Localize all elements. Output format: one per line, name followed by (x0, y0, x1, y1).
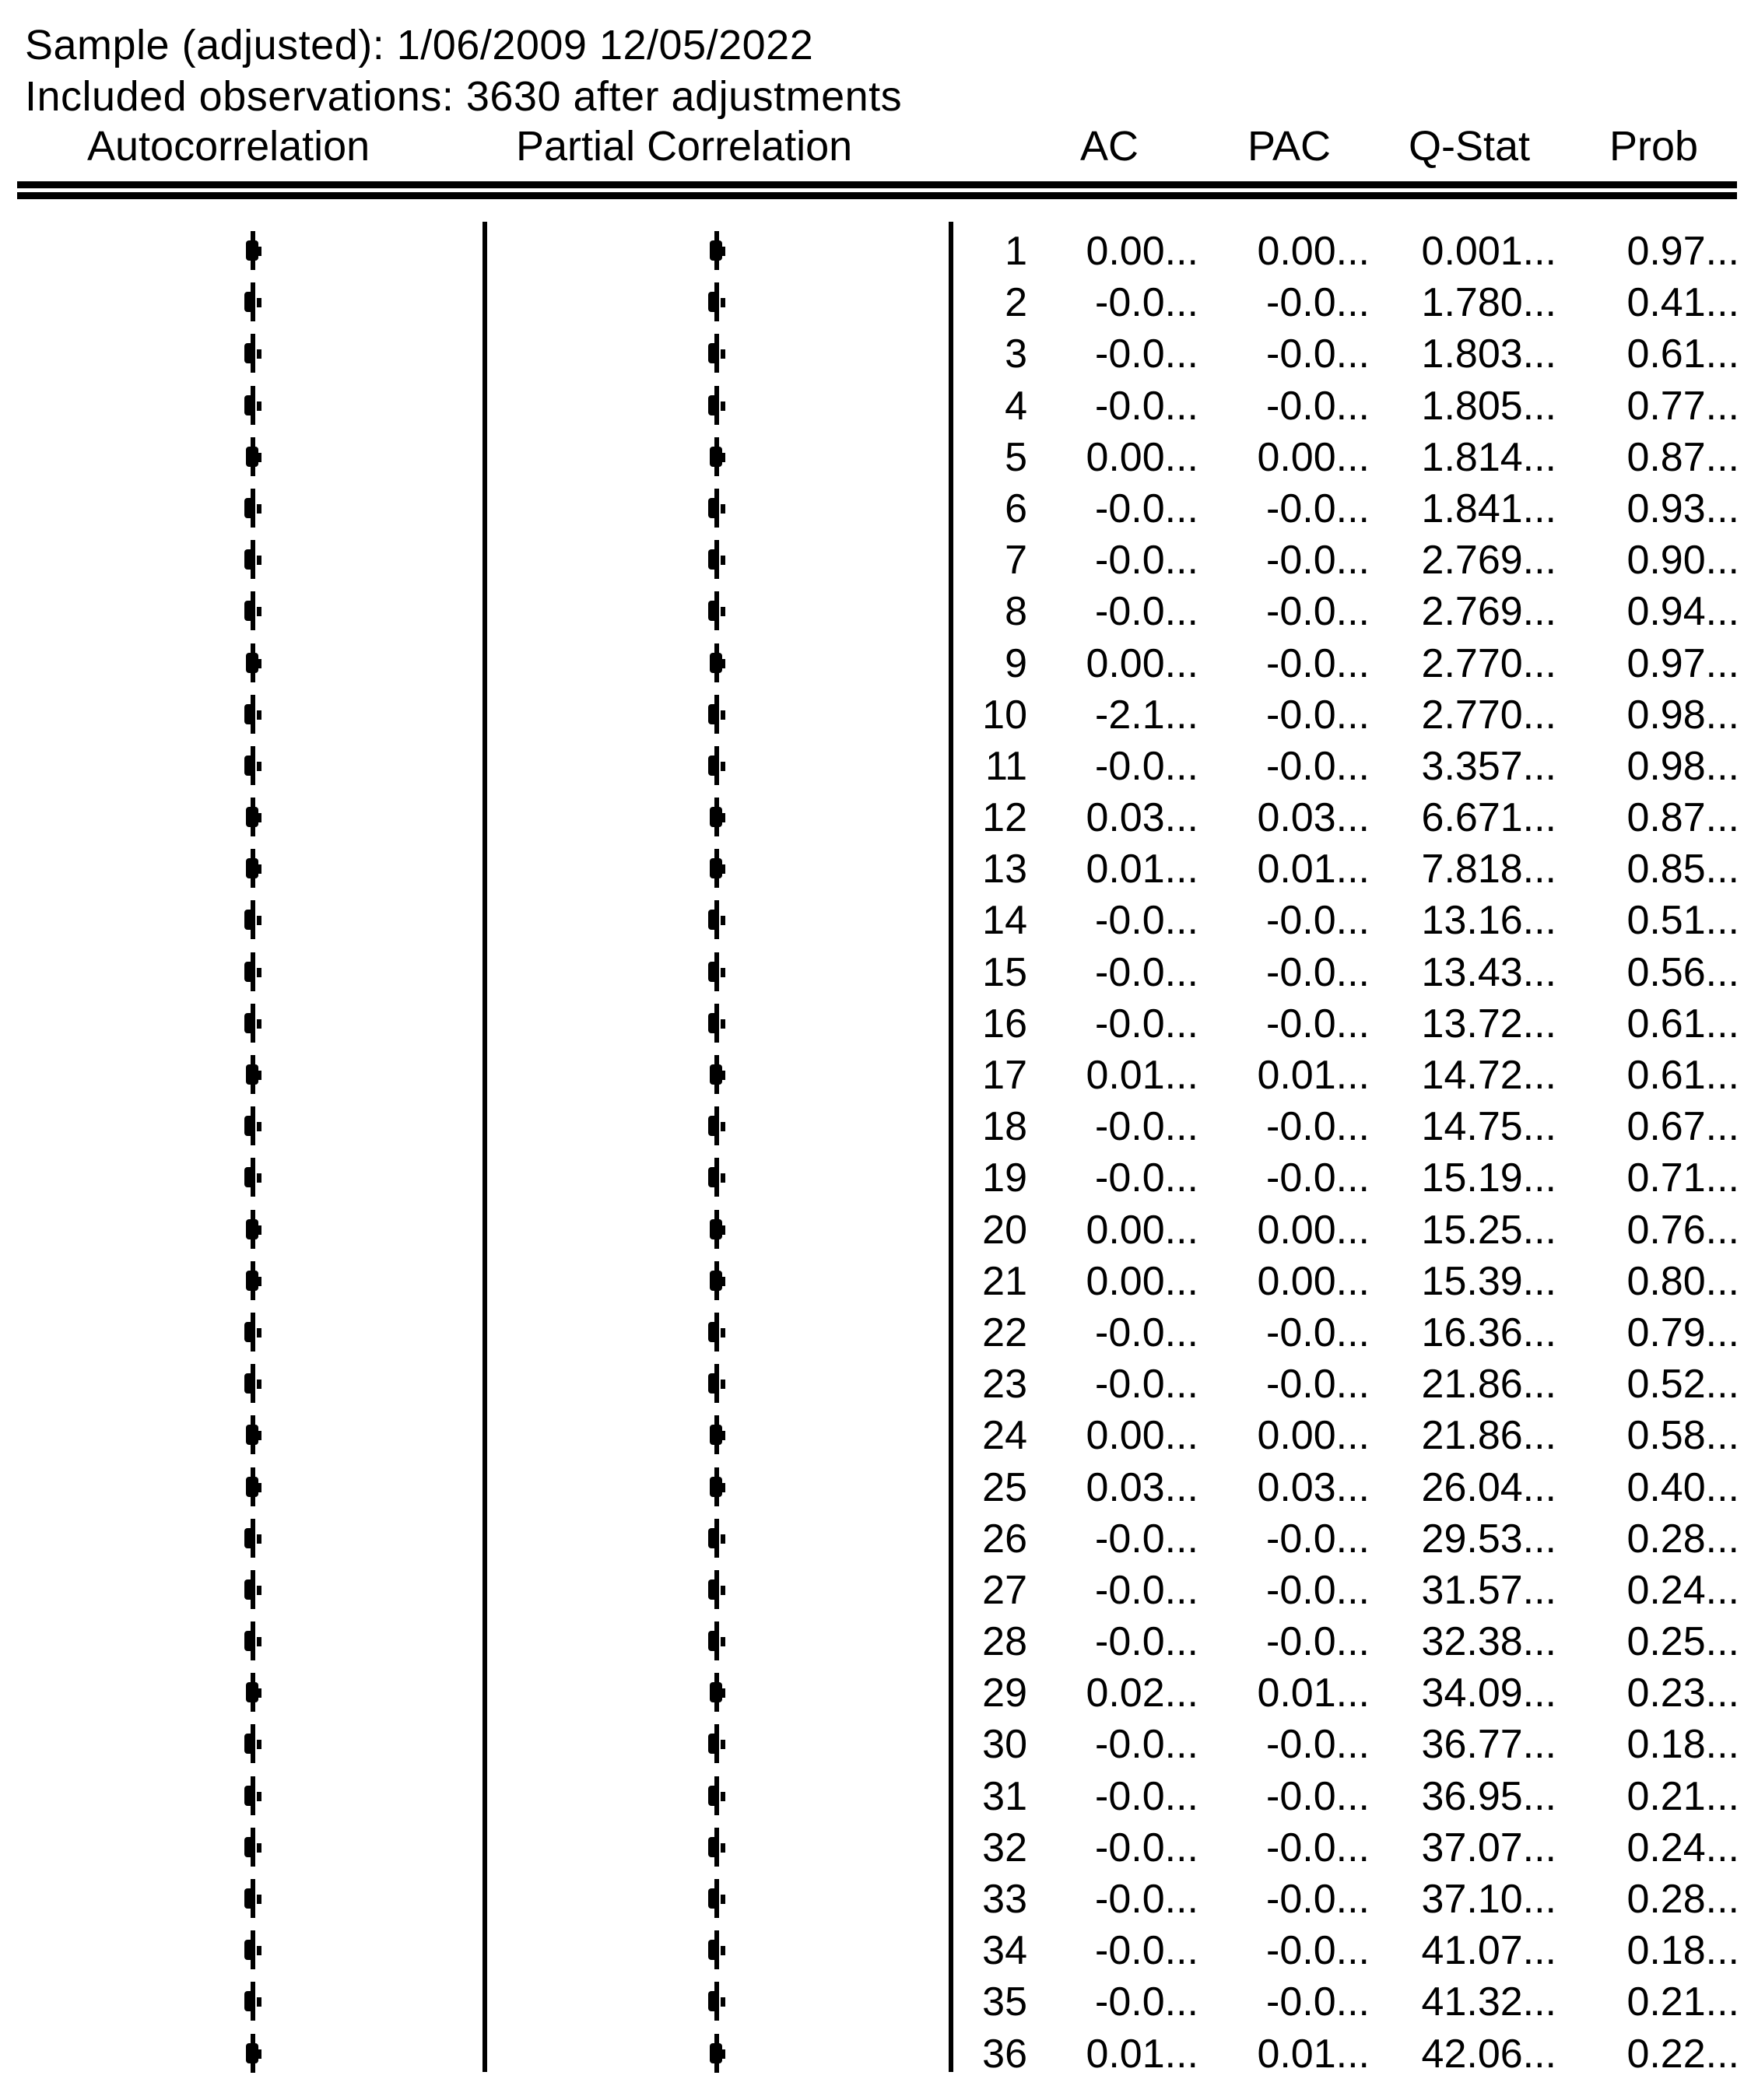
pac-cell: -0.0... (1266, 692, 1370, 738)
prob-cell: 0.61... (1626, 331, 1739, 377)
partial-correlation-bar-icon (707, 386, 725, 425)
column-header-prob: Prob (1609, 123, 1699, 170)
qstat-cell: 2.770... (1421, 640, 1556, 686)
table-row (0, 2028, 1751, 2079)
autocorrelation-bar-icon (243, 1930, 261, 1969)
qstat-cell: 37.07... (1421, 1825, 1556, 1870)
header-rule-top (17, 181, 1737, 188)
autocorrelation-bar-icon (243, 1879, 261, 1918)
qstat-cell: 13.43... (1421, 949, 1556, 995)
partial-correlation-bar-icon (707, 1828, 725, 1867)
table-row (0, 1100, 1751, 1152)
prob-cell: 0.21... (1626, 1979, 1739, 2025)
table-row (0, 1976, 1751, 2027)
pac-cell: -0.0... (1266, 640, 1370, 686)
lag-cell: 1 (1005, 229, 1027, 274)
partial-correlation-bar-icon (707, 282, 725, 321)
autocorrelation-bar-icon (243, 231, 261, 270)
table-row (0, 894, 1751, 945)
table-row (0, 1513, 1751, 1564)
autocorrelation-bar-icon (243, 900, 261, 939)
partial-correlation-bar-icon (707, 437, 725, 476)
partial-correlation-bar-icon (707, 1004, 725, 1043)
table-row (0, 431, 1751, 482)
partial-correlation-bar-icon (707, 1261, 725, 1300)
partial-correlation-bar-icon (707, 1673, 725, 1712)
ac-cell: 0.00... (1086, 640, 1198, 686)
prob-cell: 0.97... (1626, 640, 1739, 686)
header-rule-bottom (17, 192, 1737, 199)
ac-cell: -0.0... (1095, 280, 1198, 326)
prob-cell: 0.21... (1626, 1773, 1739, 1819)
qstat-cell: 1.803... (1421, 331, 1556, 377)
table-row (0, 380, 1751, 431)
table-row (0, 1255, 1751, 1306)
table-row (0, 1049, 1751, 1100)
ac-cell: -0.0... (1095, 1877, 1198, 1922)
qstat-cell: 32.38... (1421, 1619, 1556, 1665)
autocorrelation-bar-icon (243, 1519, 261, 1558)
qstat-cell: 0.001... (1421, 229, 1556, 274)
prob-cell: 0.18... (1626, 1928, 1739, 1974)
prob-cell: 0.76... (1626, 1207, 1739, 1253)
qstat-cell: 15.39... (1421, 1258, 1556, 1304)
ac-cell: -0.0... (1095, 1979, 1198, 2025)
pac-cell: 0.00... (1257, 1413, 1370, 1459)
autocorrelation-bar-icon (243, 1828, 261, 1867)
lag-cell: 26 (982, 1516, 1027, 1562)
partial-correlation-bar-icon (707, 591, 725, 630)
ac-cell: 0.03... (1086, 1464, 1198, 1510)
ac-cell: 0.00... (1086, 434, 1198, 480)
autocorrelation-bar-icon (243, 1724, 261, 1763)
prob-cell: 0.22... (1626, 2031, 1739, 2077)
table-row (0, 1152, 1751, 1203)
table-row (0, 740, 1751, 791)
partial-correlation-bar-icon (707, 1776, 725, 1815)
partial-correlation-bar-icon (707, 540, 725, 579)
lag-cell: 4 (1005, 383, 1027, 429)
qstat-cell: 3.357... (1421, 743, 1556, 789)
correlogram-table (0, 225, 1751, 2079)
table-row (0, 1667, 1751, 1718)
autocorrelation-bar-icon (243, 1570, 261, 1609)
qstat-cell: 41.32... (1421, 1979, 1556, 2025)
lag-cell: 36 (982, 2031, 1027, 2077)
pac-cell: -0.0... (1266, 1979, 1370, 2025)
partial-correlation-bar-icon (707, 1570, 725, 1609)
ac-cell: -0.0... (1095, 1155, 1198, 1201)
autocorrelation-bar-icon (243, 952, 261, 991)
pac-cell: -0.0... (1266, 1877, 1370, 1922)
table-row (0, 1770, 1751, 1821)
qstat-cell: 2.770... (1421, 692, 1556, 738)
partial-correlation-bar-icon (707, 1879, 725, 1918)
qstat-cell: 13.72... (1421, 1001, 1556, 1046)
pac-cell: -0.0... (1266, 1722, 1370, 1768)
table-row (0, 637, 1751, 689)
prob-cell: 0.71... (1626, 1155, 1739, 1201)
autocorrelation-bar-icon (243, 1776, 261, 1815)
prob-cell: 0.23... (1626, 1671, 1739, 1716)
autocorrelation-bar-icon (243, 1467, 261, 1506)
pac-cell: -0.0... (1266, 280, 1370, 326)
autocorrelation-bar-icon (243, 1673, 261, 1712)
autocorrelation-bar-icon (243, 849, 261, 888)
autocorrelation-bar-icon (243, 798, 261, 836)
column-header-partial-correlation: Partial Correlation (516, 123, 853, 170)
qstat-cell: 31.57... (1421, 1567, 1556, 1613)
prob-cell: 0.28... (1626, 1516, 1739, 1562)
table-row (0, 997, 1751, 1049)
ac-cell: -2.1... (1095, 692, 1198, 738)
table-row (0, 946, 1751, 997)
qstat-cell: 36.95... (1421, 1773, 1556, 1819)
partial-correlation-bar-icon (707, 643, 725, 682)
qstat-cell: 1.780... (1421, 280, 1556, 326)
autocorrelation-bar-icon (243, 1261, 261, 1300)
ac-cell: -0.0... (1095, 1309, 1198, 1355)
lag-cell: 28 (982, 1619, 1027, 1665)
lag-cell: 15 (982, 949, 1027, 995)
lag-cell: 25 (982, 1464, 1027, 1510)
lag-cell: 14 (982, 898, 1027, 944)
pac-cell: -0.0... (1266, 589, 1370, 635)
prob-cell: 0.61... (1626, 1053, 1739, 1098)
qstat-cell: 26.04... (1421, 1464, 1556, 1510)
pac-cell: -0.0... (1266, 1516, 1370, 1562)
table-row (0, 482, 1751, 534)
table-row (0, 1821, 1751, 1873)
ac-cell: 0.03... (1086, 795, 1198, 841)
autocorrelation-bar-icon (243, 282, 261, 321)
ac-cell: 0.02... (1086, 1671, 1198, 1716)
prob-cell: 0.51... (1626, 898, 1739, 944)
pac-cell: -0.0... (1266, 1773, 1370, 1819)
column-header-ac: AC (1080, 123, 1139, 170)
table-row (0, 585, 1751, 636)
qstat-cell: 13.16... (1421, 898, 1556, 944)
pac-cell: -0.0... (1266, 1104, 1370, 1150)
pac-cell: 0.01... (1257, 1671, 1370, 1716)
table-row (0, 534, 1751, 585)
autocorrelation-bar-icon (243, 1982, 261, 2021)
ac-cell: -0.0... (1095, 1773, 1198, 1819)
table-row (0, 1564, 1751, 1615)
prob-cell: 0.24... (1626, 1825, 1739, 1870)
qstat-cell: 14.72... (1421, 1053, 1556, 1098)
prob-cell: 0.80... (1626, 1258, 1739, 1304)
lag-cell: 31 (982, 1773, 1027, 1819)
qstat-cell: 21.86... (1421, 1362, 1556, 1408)
ac-cell: -0.0... (1095, 1516, 1198, 1562)
lag-cell: 6 (1005, 486, 1027, 531)
prob-cell: 0.87... (1626, 434, 1739, 480)
lag-cell: 23 (982, 1362, 1027, 1408)
partial-correlation-bar-icon (707, 798, 725, 836)
table-row (0, 791, 1751, 843)
ac-cell: 0.00... (1086, 1258, 1198, 1304)
qstat-cell: 42.06... (1421, 2031, 1556, 2077)
lag-cell: 11 (985, 743, 1027, 789)
autocorrelation-bar-icon (243, 1313, 261, 1352)
pac-cell: -0.0... (1266, 486, 1370, 531)
partial-correlation-bar-icon (707, 1724, 725, 1763)
prob-cell: 0.87... (1626, 795, 1739, 841)
prob-cell: 0.28... (1626, 1877, 1739, 1922)
ac-cell: -0.0... (1095, 1722, 1198, 1768)
prob-cell: 0.58... (1626, 1413, 1739, 1459)
autocorrelation-bar-icon (243, 489, 261, 528)
qstat-cell: 2.769... (1421, 538, 1556, 584)
partial-correlation-bar-icon (707, 1158, 725, 1197)
table-row (0, 1718, 1751, 1769)
autocorrelation-bar-icon (243, 1621, 261, 1660)
lag-cell: 2 (1005, 280, 1027, 326)
table-row (0, 1358, 1751, 1409)
ac-cell: -0.0... (1095, 949, 1198, 995)
qstat-cell: 2.769... (1421, 589, 1556, 635)
lag-cell: 27 (982, 1567, 1027, 1613)
sample-range-label: Sample (adjusted): 1/06/2009 12/05/2022 (25, 22, 814, 68)
ac-cell: -0.0... (1095, 1825, 1198, 1870)
qstat-cell: 15.25... (1421, 1207, 1556, 1253)
ac-cell: 0.01... (1086, 847, 1198, 892)
lag-cell: 18 (982, 1104, 1027, 1150)
partial-correlation-bar-icon (707, 1210, 725, 1249)
table-row (0, 1204, 1751, 1255)
partial-correlation-bar-icon (707, 231, 725, 270)
prob-cell: 0.56... (1626, 949, 1739, 995)
column-header-qstat: Q-Stat (1409, 123, 1531, 170)
lag-cell: 35 (982, 1979, 1027, 2025)
ac-cell: -0.0... (1095, 1619, 1198, 1665)
qstat-cell: 21.86... (1421, 1413, 1556, 1459)
prob-cell: 0.79... (1626, 1309, 1739, 1355)
pac-cell: -0.0... (1266, 949, 1370, 995)
qstat-cell: 6.671... (1421, 795, 1556, 841)
pac-cell: -0.0... (1266, 1567, 1370, 1613)
pac-cell: 0.03... (1257, 1464, 1370, 1510)
partial-correlation-bar-icon (707, 1415, 725, 1454)
pac-cell: -0.0... (1266, 383, 1370, 429)
lag-cell: 33 (982, 1877, 1027, 1922)
qstat-cell: 29.53... (1421, 1516, 1556, 1562)
pac-cell: -0.0... (1266, 1309, 1370, 1355)
partial-correlation-bar-icon (707, 1930, 725, 1969)
autocorrelation-bar-icon (243, 1106, 261, 1145)
prob-cell: 0.93... (1626, 486, 1739, 531)
lag-cell: 3 (1005, 331, 1027, 377)
pac-cell: -0.0... (1266, 1001, 1370, 1046)
pac-cell: -0.0... (1266, 898, 1370, 944)
pac-cell: 0.01... (1257, 1053, 1370, 1098)
partial-correlation-bar-icon (707, 1106, 725, 1145)
prob-cell: 0.98... (1626, 692, 1739, 738)
autocorrelation-bar-icon (243, 1364, 261, 1403)
ac-cell: -0.0... (1095, 538, 1198, 584)
lag-cell: 19 (982, 1155, 1027, 1201)
lag-cell: 30 (982, 1722, 1027, 1768)
column-header-autocorrelation: Autocorrelation (87, 123, 370, 170)
prob-cell: 0.98... (1626, 743, 1739, 789)
prob-cell: 0.61... (1626, 1001, 1739, 1046)
pac-cell: 0.00... (1257, 434, 1370, 480)
lag-cell: 21 (982, 1258, 1027, 1304)
lag-cell: 20 (982, 1207, 1027, 1253)
pac-cell: -0.0... (1266, 538, 1370, 584)
table-row (0, 1924, 1751, 1976)
autocorrelation-bar-icon (243, 540, 261, 579)
partial-correlation-bar-icon (707, 849, 725, 888)
partial-correlation-bar-icon (707, 1519, 725, 1558)
partial-correlation-bar-icon (707, 1055, 725, 1094)
table-row (0, 1461, 1751, 1513)
lag-cell: 32 (982, 1825, 1027, 1870)
qstat-cell: 1.814... (1421, 434, 1556, 480)
lag-cell: 13 (982, 847, 1027, 892)
autocorrelation-bar-icon (243, 591, 261, 630)
qstat-cell: 41.07... (1421, 1928, 1556, 1974)
lag-cell: 7 (1005, 538, 1027, 584)
prob-cell: 0.94... (1626, 589, 1739, 635)
lag-cell: 24 (982, 1413, 1027, 1459)
pac-cell: 0.00... (1257, 229, 1370, 274)
ac-cell: -0.0... (1095, 1362, 1198, 1408)
autocorrelation-bar-icon (243, 334, 261, 373)
table-row (0, 1873, 1751, 1924)
autocorrelation-bar-icon (243, 386, 261, 425)
qstat-cell: 36.77... (1421, 1722, 1556, 1768)
ac-cell: -0.0... (1095, 486, 1198, 531)
autocorrelation-bar-icon (243, 1210, 261, 1249)
qstat-cell: 16.36... (1421, 1309, 1556, 1355)
qstat-cell: 14.75... (1421, 1104, 1556, 1150)
prob-cell: 0.52... (1626, 1362, 1739, 1408)
pac-cell: 0.01... (1257, 847, 1370, 892)
ac-cell: -0.0... (1095, 1928, 1198, 1974)
table-row (0, 1409, 1751, 1460)
partial-correlation-bar-icon (707, 900, 725, 939)
pac-cell: -0.0... (1266, 743, 1370, 789)
prob-cell: 0.40... (1626, 1464, 1739, 1510)
lag-cell: 34 (982, 1928, 1027, 1974)
ac-cell: 0.01... (1086, 1053, 1198, 1098)
ac-cell: -0.0... (1095, 383, 1198, 429)
autocorrelation-bar-icon (243, 1158, 261, 1197)
lag-cell: 10 (982, 692, 1027, 738)
qstat-cell: 37.10... (1421, 1877, 1556, 1922)
partial-correlation-bar-icon (707, 1313, 725, 1352)
included-observations-label: Included observations: 3630 after adjustments (25, 73, 903, 120)
qstat-cell: 15.19... (1421, 1155, 1556, 1201)
prob-cell: 0.85... (1626, 847, 1739, 892)
ac-cell: -0.0... (1095, 589, 1198, 635)
partial-correlation-bar-icon (707, 746, 725, 785)
qstat-cell: 1.805... (1421, 383, 1556, 429)
column-header-pac: PAC (1247, 123, 1332, 170)
partial-correlation-bar-icon (707, 334, 725, 373)
lag-cell: 17 (982, 1053, 1027, 1098)
ac-cell: -0.0... (1095, 331, 1198, 377)
pac-cell: -0.0... (1266, 1825, 1370, 1870)
partial-correlation-bar-icon (707, 1982, 725, 2021)
lag-cell: 16 (982, 1001, 1027, 1046)
ac-cell: 0.00... (1086, 1207, 1198, 1253)
autocorrelation-bar-icon (243, 1415, 261, 1454)
qstat-cell: 1.841... (1421, 486, 1556, 531)
pac-cell: -0.0... (1266, 1155, 1370, 1201)
ac-cell: -0.0... (1095, 1567, 1198, 1613)
prob-cell: 0.90... (1626, 538, 1739, 584)
prob-cell: 0.24... (1626, 1567, 1739, 1613)
partial-correlation-bar-icon (707, 1364, 725, 1403)
autocorrelation-bar-icon (243, 746, 261, 785)
table-row (0, 1306, 1751, 1358)
autocorrelation-bar-icon (243, 2034, 261, 2073)
autocorrelation-bar-icon (243, 1004, 261, 1043)
ac-cell: -0.0... (1095, 743, 1198, 789)
lag-cell: 5 (1005, 434, 1027, 480)
table-row (0, 1615, 1751, 1667)
ac-cell: 0.00... (1086, 1413, 1198, 1459)
pac-cell: -0.0... (1266, 1619, 1370, 1665)
prob-cell: 0.41... (1626, 280, 1739, 326)
prob-cell: 0.67... (1626, 1104, 1739, 1150)
partial-correlation-bar-icon (707, 952, 725, 991)
lag-cell: 12 (982, 795, 1027, 841)
table-row (0, 843, 1751, 894)
table-row (0, 225, 1751, 276)
pac-cell: 0.03... (1257, 795, 1370, 841)
prob-cell: 0.77... (1626, 383, 1739, 429)
partial-correlation-bar-icon (707, 1621, 725, 1660)
table-row (0, 276, 1751, 328)
table-row (0, 328, 1751, 379)
prob-cell: 0.25... (1626, 1619, 1739, 1665)
lag-cell: 29 (982, 1671, 1027, 1716)
pac-cell: -0.0... (1266, 1928, 1370, 1974)
autocorrelation-bar-icon (243, 437, 261, 476)
lag-cell: 22 (982, 1309, 1027, 1355)
prob-cell: 0.18... (1626, 1722, 1739, 1768)
qstat-cell: 7.818... (1421, 847, 1556, 892)
pac-cell: 0.00... (1257, 1258, 1370, 1304)
pac-cell: -0.0... (1266, 331, 1370, 377)
lag-cell: 8 (1005, 589, 1027, 635)
ac-cell: 0.00... (1086, 229, 1198, 274)
partial-correlation-bar-icon (707, 2034, 725, 2073)
lag-cell: 9 (1005, 640, 1027, 686)
autocorrelation-bar-icon (243, 695, 261, 734)
ac-cell: -0.0... (1095, 898, 1198, 944)
pac-cell: 0.00... (1257, 1207, 1370, 1253)
qstat-cell: 34.09... (1421, 1671, 1556, 1716)
autocorrelation-bar-icon (243, 643, 261, 682)
prob-cell: 0.97... (1626, 229, 1739, 274)
pac-cell: 0.01... (1257, 2031, 1370, 2077)
ac-cell: -0.0... (1095, 1104, 1198, 1150)
partial-correlation-bar-icon (707, 695, 725, 734)
table-row (0, 689, 1751, 740)
partial-correlation-bar-icon (707, 489, 725, 528)
ac-cell: 0.01... (1086, 2031, 1198, 2077)
pac-cell: -0.0... (1266, 1362, 1370, 1408)
ac-cell: -0.0... (1095, 1001, 1198, 1046)
autocorrelation-bar-icon (243, 1055, 261, 1094)
partial-correlation-bar-icon (707, 1467, 725, 1506)
